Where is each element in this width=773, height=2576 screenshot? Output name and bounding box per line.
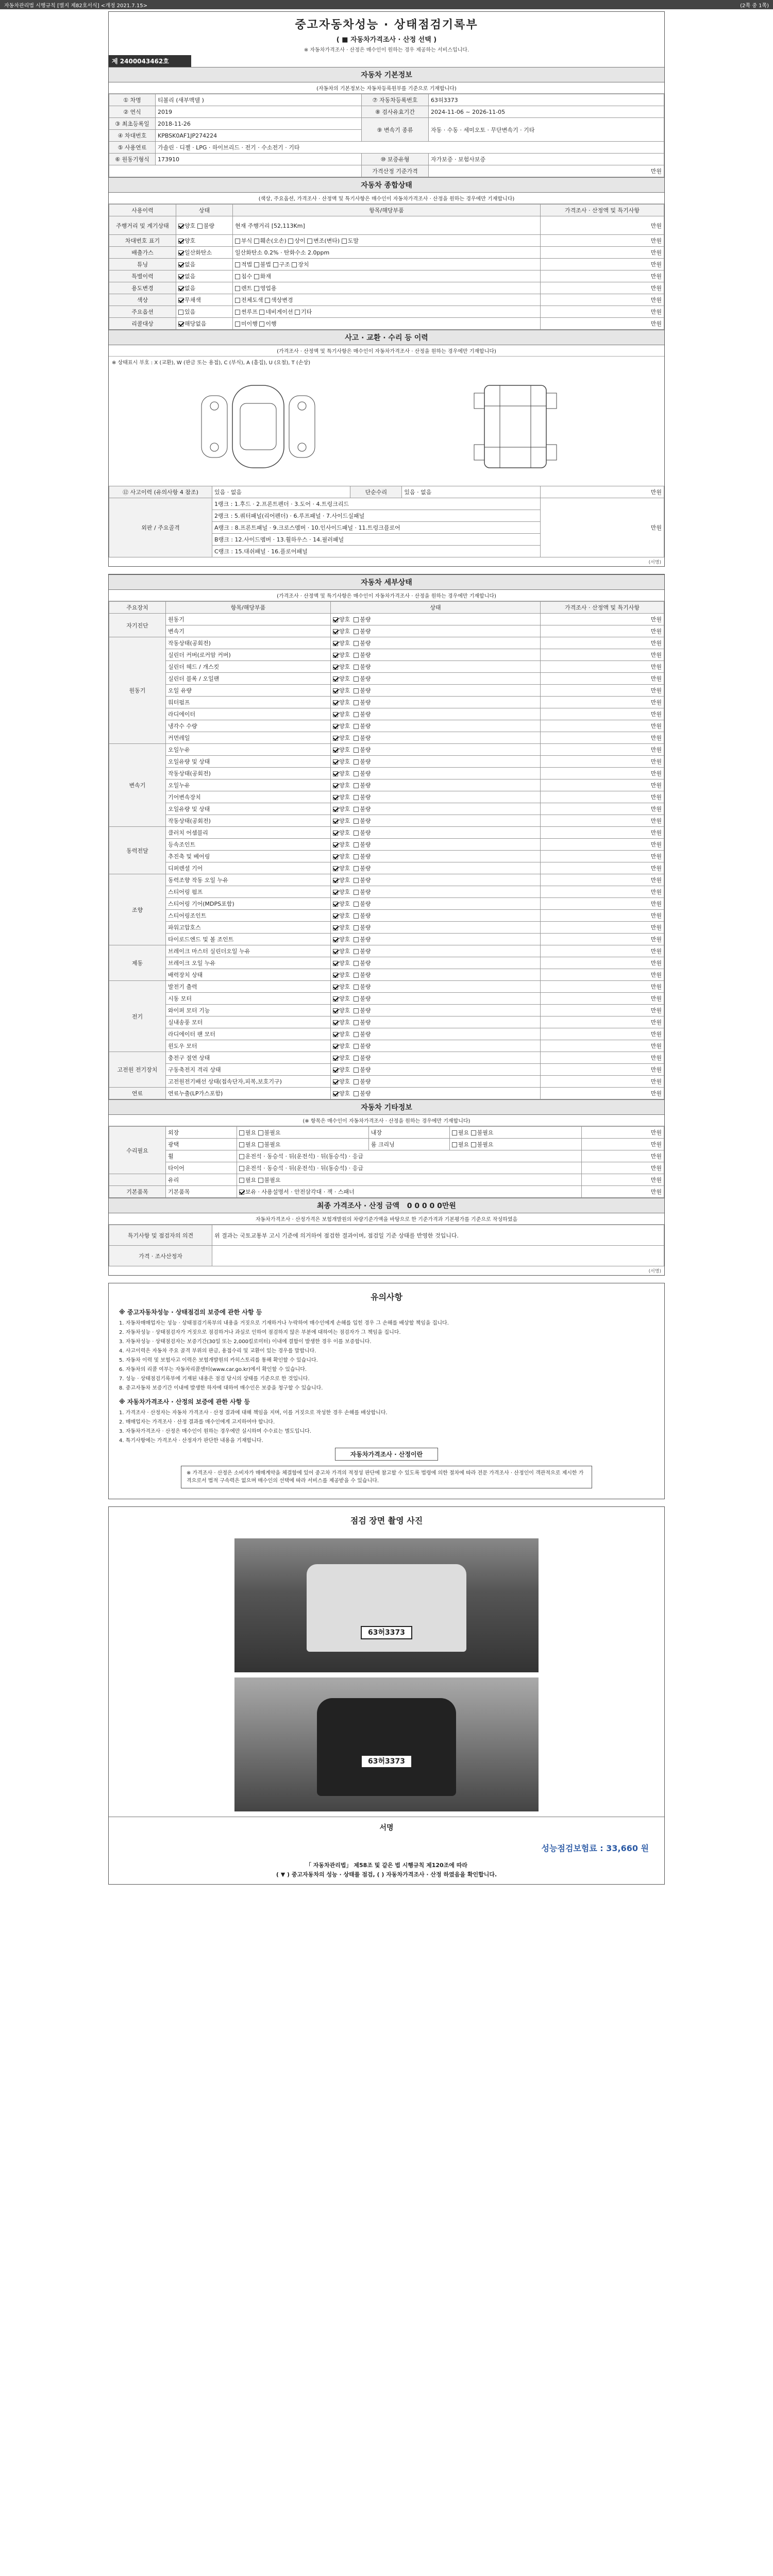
table-row: 실린더 블록 / 오일팬 양호 불량 만원: [109, 673, 664, 685]
table-row: 윈도우 모터 양호 불량 만원: [109, 1040, 664, 1052]
checkbox-icon[interactable]: [239, 1142, 244, 1147]
checkbox-icon[interactable]: [354, 653, 359, 658]
mileage-value: 현재 주행거리 [52,113Km]: [233, 216, 541, 235]
checkbox-icon[interactable]: [333, 866, 338, 871]
checkbox-icon[interactable]: [333, 890, 338, 895]
checkbox-icon[interactable]: [471, 1130, 476, 1136]
checkbox-icon[interactable]: [333, 937, 338, 942]
checkbox-icon[interactable]: [254, 286, 259, 291]
table-row: 제동 브레이크 마스터 실린더오일 누유 양호 불량 만원: [109, 945, 664, 957]
table-row: ④ 차대번호 KPBSK0AF1JP274224: [109, 130, 664, 142]
table-row: 작동상태(공회전) 양호 불량 만원: [109, 768, 664, 779]
checkbox-icon[interactable]: [254, 262, 259, 267]
sheet-page-2: 자동차 세부상태 (가격조사 · 산정액 및 특기사항은 매수인이 자동차가격조사 · 산정을 원하는 경우에만 기재합니다) 주요장치 항목/해당부품 상태 가격조사 · 산정액 및 특기사항 자기진단 원동기 양호 불량 만원 변속기 양호 불량 만원 원동기 작동상태(공회전) 양호 불량 만원 실린더 커버(로커암 커버) 양호 불량 만원 실린더 헤드 / 개스킷 양호 불량 만원 실린더 블록 / 오일팬 양호 불량 만원 오일 유량 양호 불량 만원 워터펌프 양호 불량 만원 라디에이터 양호 불량 만원 냉각수 수량 양호 불량 만원 커먼레일 양호 불량 만원 변속기 오일누유 양호 불량 만원 오일유량 및 상태 양호 불량 만원 작동상태(공회전) 양호 불량 만원 오일누유 양호 불량 만원 기어변속장치 양호 불량 만원 오일유량 및 상태 양호 불량 만원 작동상태(공회전) 양호 불량 만원 동력전달 클러치 어셈블리 양호 불량 만원 등속조인트 양호 불량 만원 추진축 및 베어링 양호 불량 만원 디퍼렌셜 기어 양호 불량 만원 조향 동력조향 작동 오일 누유 양호 불량 만원 스티어링 펌프 양호 불량 만원 스티어링 기어(MDPS포함) 양호 불량 만원 스티어링조인트 양호 불량 만원 파워고압호스 양호 불량 만원 타이로드엔드 및 볼 조인트 양호 불량 만원 제동 브레이크 마스터 실린더오일 누유 양호 불량 만원 브레이크 오일 누유 양호 불량 만원 배력장치 상태 양호 불량 만원 전기 발전기 출력 양호 불량 만원 시동 모터 양호 불량 만원 와이퍼 모터 기능 양호 불량 만원 실내송풍 모터 양호 불량 만원 라디에이터 팬 모터 양호 불량 만원 윈도우 모터 양호 불량 만원 고전원 전기장치 충전구 절연 상태 양호 불량 만원 구동축전지 격리 상태 양호 불량 만원 고전원전기배선 상태(접속단자,피복,보호기구) 양호 불량 만원 연료 연료누출(LP가스포함) 양호 불량 만원 자동차 기타정보 (※ 항목은 매수인이 자동차가격조사 · 산정을 원하는 경우에만 기재합니다) 수리필요 외장 필요 불필요 내장 필요 불필요 만원 광택 필요 불필요 룸 크리닝 필요 불필요 만원 휠 운전석 · 동승석 · 뒤(운전석) · 뒤(동승석) · 응급 만원 타이어 운전석 · 동승석 · 뒤(운전석) · 뒤(동승석) · 응급 만원 유리 필요 불필요 만원 기본품목 기본품목 보유 · 사용설명서 · 안전삼각대 · 잭 · 스패너 만원 최종 가격조사 · 산정 금액 0 0 0 0 0만원 자동차가격조사 · 산정가격은 보험개발원의 차량기준가액을 바탕으로 한 기준가격과 기본평가를 기준으로 작성하였음 특기사항 및 점검자의 의견 위 결과는 국토교통부 고시 기준에 의거하여 점검한 결과이며, 점검일 기준 상태를 반영한 것입니다. 가격 · 조사산정자 (서명): [108, 574, 665, 1276]
table-row: 리콜대상 해당없음 미이행 이행 만원: [109, 318, 664, 330]
notice-heading-2: ※ 자동차가격조사 · 산정의 보증에 관한 사항 등: [119, 1398, 250, 1405]
table-row: 고전원전기배선 상태(접속단자,피복,보호기구) 양호 불량 만원: [109, 1076, 664, 1088]
table-row: 라디에이터 양호 불량 만원: [109, 708, 664, 720]
checkbox-icon[interactable]: [178, 262, 183, 267]
checkbox-icon[interactable]: [333, 641, 338, 646]
checkbox-icon[interactable]: [354, 878, 359, 883]
checkbox-icon[interactable]: [354, 1008, 359, 1013]
car-exterior-diagram: [191, 375, 325, 478]
checkbox-icon[interactable]: [333, 819, 338, 824]
checkbox-icon[interactable]: [354, 842, 359, 848]
checkbox-icon[interactable]: [235, 239, 240, 244]
opinion-text: 위 결과는 국토교통부 고시 기준에 의거하여 점검한 결과이며, 점검일 기준 상태를 반영한 것입니다.: [212, 1225, 664, 1246]
table-row: 브레이크 오일 누유 양호 불량 만원: [109, 957, 664, 969]
checkbox-icon[interactable]: [333, 712, 338, 717]
table-row: 변속기 양호 불량 만원: [109, 625, 664, 637]
table-row: 구동축전지 격리 상태 양호 불량 만원: [109, 1064, 664, 1076]
checkbox-icon[interactable]: [333, 1044, 338, 1049]
checkbox-icon[interactable]: [333, 913, 338, 919]
checkbox-icon[interactable]: [354, 1020, 359, 1025]
table-row: ⑤ 사용연료 가솔린 · 디젤 · LPG · 하이브리드 · 전기 · 수소전기 · 기타: [109, 142, 664, 154]
other-info-table: [109, 1126, 664, 1198]
table-row: ② 연식 2019 ⑧ 검사유효기간 2024-11-06 ~ 2026-11-05: [109, 106, 664, 118]
checkbox-icon[interactable]: [197, 224, 203, 229]
checkbox-icon[interactable]: [354, 617, 359, 622]
checkbox-icon[interactable]: [333, 665, 338, 670]
checkbox-icon[interactable]: [333, 878, 338, 883]
checkbox-icon[interactable]: [333, 996, 338, 1002]
checkbox-icon[interactable]: [333, 1067, 338, 1073]
checkbox-icon[interactable]: [333, 949, 338, 954]
table-row: 자기진단 원동기 양호 불량 만원: [109, 614, 664, 625]
checkbox-icon[interactable]: [259, 310, 264, 315]
detail-note: (가격조사 · 산정액 및 특기사항은 매수인이 자동차가격조사 · 산정을 원하는 경우에만 기재합니다): [109, 590, 664, 601]
checkbox-icon[interactable]: [178, 286, 183, 291]
checkbox-icon[interactable]: [333, 771, 338, 776]
checkbox-icon[interactable]: [258, 1178, 263, 1183]
table-row: 오일 유량 양호 불량 만원: [109, 685, 664, 697]
checkbox-icon[interactable]: [354, 736, 359, 741]
checkbox-icon[interactable]: [178, 274, 183, 279]
photo-title: 점검 장면 촬영 사진: [350, 1516, 423, 1526]
checkbox-icon[interactable]: [235, 262, 240, 267]
checkbox-icon[interactable]: [333, 925, 338, 930]
checkbox-icon[interactable]: [333, 1020, 338, 1025]
table-row: 라디에이터 팬 모터 양호 불량 만원: [109, 1028, 664, 1040]
checkbox-icon[interactable]: [239, 1166, 244, 1171]
checkbox-icon[interactable]: [239, 1130, 244, 1136]
checkbox-icon[interactable]: [235, 310, 240, 315]
footer-statement: 「 자동차관리법」 제58조 및 같은 법 시행규칙 제120조에 따라 ( ▼ ) 중고자동차의 성능 · 상태를 점검, ( ) 자동차가격조사 · 산정 하였음을 확인합니다.: [276, 1862, 497, 1878]
table-row: 추진축 및 베어링 양호 불량 만원: [109, 851, 664, 862]
checkbox-icon[interactable]: [178, 224, 183, 229]
document-title: 중고자동차성능 · 상태점검기록부: [295, 19, 478, 31]
checkbox-icon[interactable]: [354, 1067, 359, 1073]
checkbox-icon[interactable]: [354, 759, 359, 765]
checkbox-icon[interactable]: [178, 310, 183, 315]
table-row: 작동상태(공회전) 양호 불량 만원: [109, 815, 664, 827]
sheet-page-1: 중고자동차성능 · 상태점검기록부 ( ■ 자동차가격조사 · 산정 선택 ) ※ 자동차가격조사 · 산정은 매수인이 원하는 경우 제공하는 서비스입니다. 제 2400043462호 자동차 기본정보 (자동차의 기본정보는 자동차등록원부를 기준으로 기재합니다) ① 차명 티볼리 (새부맥델 ) ⑦ 자동차등록번호 63허3373 ② 연식 2019 ⑧ 검사유효기간 2024-11-06 ~ 2026-11-05 ③ 최초등록일 2018-11-26 ⑨ 변속기 종류 자동 · 수동 · 세미오토 · 무단변속기 · 기타 ④ 차대번호 KPBSK0AF1JP274224 ⑤ 사용연료 가솔린 · 디젤 · LPG · 하이브리드 · 전기 · 수소전기 · 기타 ⑥ 원동기형식 173910 ⑩ 보증유형 자가보증 · 보험사보증 가격산정 기준가격 만원 자동차 종합상태 (색상, 주요옵션, 가격조사 · 산정액 및 특기사항은 매수인이 자동차가격조사 · 산정을 원하는 경우에만 기재합니다) 사용이력 상태 항목/해당부품 가격조사 · 산정액 및 특기사항 주행거리 및 계기상태 양호 불량 현재 주행거리 [52,113Km] 만원 차대번호 표기 양호 부식 훼손(오손) 상이 변조(변타) 도말 만원 배출가스 일산화탄소 일산화탄소 0.2% · 탄화수소 2.0ppm 만원 튜닝 없음 적법 불법 구조 장치 만원 특별이력 없음 침수 화재 만원 용도변경 없음 렌트 영업용 만원 색상 무채색 전체도색 색상변경 만원 주요옵션 있음 썬루프 네비게이션 기타 만원 리콜대상 해당없음 미이행 이행 만원 사고 · 교환 · 수리 등 이력 (가격조사 · 산정액 및 특기사항은 매수인이 자동차가격조사 · 산정을 원하는 경우에만 기재합니다) ※ 상태표시 부호 : X (교환), W (판금 또는 용접), C (부식), A (흠집), U (요철), T (손상) ⑫ 사고이력 (유의사항 4 참조) 있음 · 없음 단순수리 있음 · 없음 만원 외판 / 주요골격 1랭크 : 1.후드 · 2.프론트펜더 · 3.도어 · 4.트렁크리드 만원 2랭크 : 5.쿼터패널(리어펜더) · 6.루프패널 · 7.사이드실패널 A랭크 : 8.프론트패널 · 9.크로스멤버 · 10.인사이드패널 · 11.트렁크플로어 B랭크 : 12.사이드멤버 · 13.휠하우스 · 14.필러패널 C랭크 : 15.대쉬패널 · 16.플로어패널 (서명): [108, 11, 665, 567]
notice-heading-1: ※ 중고자동차성능 · 상태점검의 보증에 관한 사항 등: [119, 1309, 262, 1316]
table-row: 스티어링 기어(MDPS포함) 양호 불량 만원: [109, 898, 664, 910]
checkbox-icon[interactable]: [178, 239, 183, 244]
final-price-value: 0 0 0 0 0만원: [407, 1202, 456, 1210]
table-row: C랭크 : 15.대쉬패널 · 16.플로어패널: [109, 546, 664, 557]
checkbox-icon[interactable]: [333, 724, 338, 729]
table-row: 주행거리 및 계기상태 양호 불량 현재 주행거리 [52,113Km] 만원: [109, 216, 664, 235]
notice-title: 유의사항: [371, 1292, 402, 1302]
checkbox-icon[interactable]: [333, 736, 338, 741]
table-row: 기본품목 기본품목 보유 · 사용설명서 · 안전삼각대 · 잭 · 스패너 만원: [109, 1186, 664, 1198]
final-price-note: 자동차가격조사 · 산정가격은 보험개발원의 차량기준가액을 바탕으로 한 기준가격과 기본평가를 기준으로 작성하였음: [109, 1213, 664, 1225]
checkbox-icon[interactable]: [333, 831, 338, 836]
overall-state-title: 자동차 종합상태: [109, 177, 664, 193]
checkbox-icon[interactable]: [239, 1178, 244, 1183]
checkbox-icon[interactable]: [333, 1079, 338, 1084]
table-row: 휠 운전석 · 동승석 · 뒤(운전석) · 뒤(동승석) · 응급 만원: [109, 1150, 664, 1162]
document-note: ※ 자동차가격조사 · 산정은 매수인이 원하는 경우 제공하는 서비스입니다.: [304, 47, 469, 53]
table-row: 동력전달 클러치 어셈블리 양호 불량 만원: [109, 827, 664, 839]
checkbox-icon[interactable]: [333, 985, 338, 990]
info-box-title: 자동차가격조사 · 산정이란: [335, 1448, 438, 1461]
table-row: 특기사항 및 점검자의 의견 위 결과는 국토교통부 고시 기준에 의거하여 점검한 결과이며, 점검일 기준 상태를 반영한 것입니다.: [109, 1225, 664, 1246]
checkbox-icon[interactable]: [354, 1032, 359, 1037]
table-row: 타이어 운전석 · 동승석 · 뒤(운전석) · 뒤(동승석) · 응급 만원: [109, 1162, 664, 1174]
license-plate: 63허3373: [361, 1626, 412, 1639]
table-row: 용도변경 없음 렌트 영업용 만원: [109, 282, 664, 294]
checkbox-icon[interactable]: [235, 298, 240, 303]
checkbox-icon[interactable]: [265, 298, 270, 303]
document-number: 제 2400043462호: [109, 55, 191, 67]
table-row: 연료 연료누출(LP가스포함) 양호 불량 만원: [109, 1088, 664, 1099]
table-row: 시동 모터 양호 불량 만원: [109, 993, 664, 1005]
table-row: 실린더 커버(로커암 커버) 양호 불량 만원: [109, 649, 664, 661]
notice-section: 유의사항 ※ 중고자동차성능 · 상태점검의 보증에 관한 사항 등 1. 자동차매매업자는 성능 · 상태점검기록부의 내용을 거짓으로 기재하거나 누락하여 매수인에게 손해를 입힌 경우 그 손해를 배상할 책임을 집니다. 2. 자동차성능 · 상태점검자가 거짓으로 점검하거나 과실로 인하여 점검하지 않은 부분에 대하여는 점검자가 그 책임을 집니다. 3. 자동차성능 · 상태점검자는 보증기간(30일 또는 2,000킬로미터) 이내에 결함이 발생한 경우 이를 보증합니다. 4. 사고이력은 자동차 주요 골격 부위의 판금, 용접수리 및 교환이 있는 경우를 말합니다. 5. 자동차 이력 및 보험사고 이력은 보험개발원의 카히스토리를 통해 확인할 수 있습니다. 6. 자동차의 리콜 여부는 자동차리콜센터(www.car.go.kr)에서 확인할 수 있습니다. 7. 성능 · 상태점검기록부에 기재된 내용은 점검 당시의 상태를 기준으로 한 것입니다. 8. 중고자동차 보증기간 이내에 발생한 하자에 대하여 매수인은 보증을 청구할 수 있습니다. ※ 자동차가격조사 · 산정의 보증에 관한 사항 등 1. 가격조사 · 산정자는 자동차 가격조사 · 산정 결과에 대해 책임을 지며, 이를 거짓으로 작성한 경우 손해를 배상합니다. 2. 매매업자는 가격조사 · 산정 결과를 매수인에게 고지하여야 합니다. 3. 자동차가격조사 · 산정은 매수인이 원하는 경우에만 실시하며 수수료는 별도입니다. 4. 특기사항에는 가격조사 · 산정자가 판단한 내용을 기재합니다. 자동차가격조사 · 산정이란 ※ 가격조사 · 산정은 소비자가 매매계약을 체결함에 있어 중고차 가격의 적정성 판단에 참고할 수 있도록 법령에 의한 절차에 따라 전문 가격조사 · 산정인이 객관적으로 제시한 가격으로서 법적 구속력은 없으며 매수인의 선택에 따라 서비스를 제공받을 수 있습니다.: [108, 1283, 665, 1499]
checkbox-icon[interactable]: [354, 866, 359, 871]
checkbox-icon[interactable]: [307, 239, 312, 244]
table-row: 유리 필요 불필요 만원: [109, 1174, 664, 1186]
table-row: 워터펌프 양호 불량 만원: [109, 697, 664, 708]
checkbox-icon[interactable]: [239, 1190, 244, 1195]
table-row: 오일누유 양호 불량 만원: [109, 779, 664, 791]
checkbox-icon[interactable]: [354, 795, 359, 800]
checkbox-icon[interactable]: [354, 819, 359, 824]
photo-section: [108, 1506, 665, 1885]
checkbox-icon[interactable]: [258, 1142, 263, 1147]
checkbox-icon[interactable]: [354, 1056, 359, 1061]
checkbox-icon[interactable]: [235, 321, 240, 327]
license-plate: 63허3373: [361, 1755, 412, 1768]
checkbox-icon[interactable]: [452, 1142, 457, 1147]
checkbox-icon[interactable]: [354, 700, 359, 705]
table-row: 튜닝 없음 적법 불법 구조 장치 만원: [109, 259, 664, 270]
table-row: 차대번호 표기 양호 부식 훼손(오손) 상이 변조(변타) 도말 만원: [109, 235, 664, 247]
accident-title: 사고 · 교환 · 수리 등 이력: [109, 330, 664, 345]
checkbox-icon[interactable]: [178, 298, 183, 303]
insurance-fee: 성능점검보험료 : 33,660 원: [541, 1843, 649, 1853]
checkbox-icon[interactable]: [354, 629, 359, 634]
checkbox-icon[interactable]: [354, 665, 359, 670]
document-subtitle: ( ■ 자동차가격조사 · 산정 선택 ): [336, 36, 437, 44]
table-row: 실내송풍 모터 양호 불량 만원: [109, 1016, 664, 1028]
checkbox-icon[interactable]: [333, 807, 338, 812]
accident-legend: ※ 상태표시 부호 : X (교환), W (판금 또는 용접), C (부식), A (흠집), U (요철), T (손상): [112, 360, 311, 366]
car-shape: [317, 1698, 456, 1796]
overall-state-note: (색상, 주요옵션, 가격조사 · 산정액 및 특기사항은 매수인이 자동차가격조사 · 산정을 원하는 경우에만 기재합니다): [109, 193, 664, 204]
checkbox-icon[interactable]: [333, 759, 338, 765]
other-info-note: (※ 항목은 매수인이 자동차가격조사 · 산정을 원하는 경우에만 기재합니다): [109, 1115, 664, 1126]
checkbox-icon[interactable]: [254, 274, 259, 279]
emission-value: 일산화탄소 0.2% · 탄화수소 2.0ppm: [233, 247, 541, 259]
table-row: ① 차명 티볼리 (새부맥델 ) ⑦ 자동차등록번호 63허3373: [109, 94, 664, 106]
table-row: A랭크 : 8.프론트패널 · 9.크로스멤버 · 10.인사이드패널 · 11.트렁크플로어: [109, 522, 664, 534]
checkbox-icon[interactable]: [333, 961, 338, 966]
checkbox-icon[interactable]: [354, 807, 359, 812]
accident-table: [109, 486, 664, 557]
checkbox-icon[interactable]: [333, 748, 338, 753]
table-row: 가격산정 기준가격 만원: [109, 165, 664, 177]
top-bar: [0, 0, 773, 9]
table-row: 디퍼렌셜 기어 양호 불량 만원: [109, 862, 664, 874]
table-row: 전기 발전기 출력 양호 불량 만원: [109, 981, 664, 993]
checkbox-icon[interactable]: [354, 937, 359, 942]
detail-title: 자동차 세부상태: [109, 574, 664, 590]
accident-note: (가격조사 · 산정액 및 특기사항은 매수인이 자동차가격조사 · 산정을 원하는 경우에만 기재합니다): [109, 345, 664, 357]
checkbox-icon[interactable]: [333, 1008, 338, 1013]
checkbox-icon[interactable]: [333, 676, 338, 682]
page-count: (2쪽 중 1쪽): [740, 3, 769, 9]
checkbox-icon[interactable]: [354, 925, 359, 930]
checkbox-icon[interactable]: [333, 688, 338, 693]
table-row: 배력장치 상태 양호 불량 만원: [109, 969, 664, 981]
checkbox-icon[interactable]: [354, 913, 359, 919]
detail-table: 주요장치 항목/해당부품 상태 가격조사 · 산정액 및 특기사항 자기진단 원동기 양호 불량 만원 변속기 양호 불량 만원 원동기 작동상태(공회전) 양호 불량 만원 실린더 커버(로커암 커버) 양호 불량 만원 실린더 헤드 / 개스킷 양호 불량 만원 실린더 블록 / 오일팬 양호 불량 만원 오일 유량 양호 불량 만원 워터펌프 양호 불량 만원 라디에이터 양호 불량 만원 냉각수 수량 양호 불량 만원 커먼레일 양호 불량 만원 변속기 오일누유 양호 불량 만원 오일유량 및 상태 양호 불량 만원 작동상태(공회전) 양호 불량 만원 오일누유 양호 불량 만원 기어변속장치 양호 불량 만원 오일유량 및 상태 양호 불량 만원 작동상태(공회전) 양호 불량 만원 동력전달 클러치 어셈블리 양호 불량 만원 등속조인트 양호 불량 만원 추진축 및 베어링 양호 불량 만원 디퍼렌셜 기어 양호 불량 만원 조향 동력조향 작동 오일 누유 양호 불량 만원 스티어링 펌프 양호 불량 만원 스티어링 기어(MDPS포함) 양호 불량 만원 스티어링조인트 양호 불량 만원 파워고압호스 양호 불량 만원 타이로드엔드 및 볼 조인트 양호 불량 만원 제동 브레이크 마스터 실린더오일 누유 양호 불량 만원 브레이크 오일 누유 양호 불량 만원 배력장치 상태 양호 불량 만원 전기 발전기 출력 양호 불량 만원 시동 모터 양호 불량 만원 와이퍼 모터 기능 양호 불량 만원 실내송풍 모터 양호 불량 만원 라디에이터 팬 모터 양호 불량 만원 윈도우 모터 양호 불량 만원 고전원 전기장치 충전구 절연 상태 양호 불량 만원 구동축전지 격리 상태 양호 불량 만원 고전원전기배선 상태(접속단자,피복,보호기구) 양호 불량 만원 연료 연료누출(LP가스포함) 양호 불량 만원: [109, 601, 664, 1099]
checkbox-icon[interactable]: [288, 239, 293, 244]
table-row: 고전원 전기장치 충전구 절연 상태 양호 불량 만원: [109, 1052, 664, 1064]
inspection-photo-front: [234, 1538, 539, 1672]
checkbox-icon[interactable]: [354, 890, 359, 895]
table-row: 냉각수 수량 양호 불량 만원: [109, 720, 664, 732]
table-row: 원동기 작동상태(공회전) 양호 불량 만원: [109, 637, 664, 649]
checkbox-icon[interactable]: [354, 724, 359, 729]
checkbox-icon[interactable]: [258, 1130, 263, 1136]
checkbox-icon[interactable]: [333, 617, 338, 622]
checkbox-icon[interactable]: [354, 973, 359, 978]
checkbox-icon[interactable]: [354, 676, 359, 682]
table-row: 스티어링조인트 양호 불량 만원: [109, 910, 664, 922]
checkbox-icon[interactable]: [354, 771, 359, 776]
checkbox-icon[interactable]: [333, 1056, 338, 1061]
checkbox-icon[interactable]: [333, 1032, 338, 1037]
checkbox-icon[interactable]: [333, 842, 338, 848]
table-row: 배출가스 일산화탄소 일산화탄소 0.2% · 탄화수소 2.0ppm 만원: [109, 247, 664, 259]
checkbox-icon[interactable]: [295, 310, 300, 315]
checkbox-icon[interactable]: [452, 1130, 457, 1136]
table-row: 등속조인트 양호 불량 만원: [109, 839, 664, 851]
table-row: 외판 / 주요골격 1랭크 : 1.후드 · 2.프론트펜더 · 3.도어 · 4.트렁크리드 만원: [109, 498, 664, 510]
checkbox-icon[interactable]: [273, 262, 278, 267]
checkbox-icon[interactable]: [354, 1079, 359, 1084]
checkbox-icon[interactable]: [354, 712, 359, 717]
table-row: 오일유량 및 상태 양호 불량 만원: [109, 756, 664, 768]
table-row: 타이로드엔드 및 볼 조인트 양호 불량 만원: [109, 934, 664, 945]
checkbox-icon[interactable]: [354, 748, 359, 753]
checkbox-icon[interactable]: [354, 854, 359, 859]
checkbox-icon[interactable]: [354, 902, 359, 907]
table-row: 실린더 헤드 / 개스킷 양호 불량 만원: [109, 661, 664, 673]
opinion-table: [109, 1225, 664, 1266]
checkbox-icon[interactable]: [333, 653, 338, 658]
table-row: ⑥ 원동기형식 173910 ⑩ 보증유형 자가보증 · 보험사보증: [109, 154, 664, 165]
checkbox-icon[interactable]: [235, 274, 240, 279]
checkbox-icon[interactable]: [333, 973, 338, 978]
checkbox-icon[interactable]: [333, 854, 338, 859]
table-row: 기어변속장치 양호 불량 만원: [109, 791, 664, 803]
checkbox-icon[interactable]: [333, 902, 338, 907]
table-row: 특별이력 없음 침수 화재 만원: [109, 270, 664, 282]
signature-title: 서명: [109, 1817, 664, 1838]
table-row: B랭크 : 12.사이드멤버 · 13.휠하우스 · 14.필러패널: [109, 534, 664, 546]
document-header: [109, 12, 664, 55]
table-row: ③ 최초등록일 2018-11-26 ⑨ 변속기 종류 자동 · 수동 · 세미오토 · 무단변속기 · 기타: [109, 118, 664, 130]
checkbox-icon[interactable]: [333, 700, 338, 705]
car-frame-diagram: [448, 375, 582, 478]
checkbox-icon[interactable]: [333, 783, 338, 788]
basic-info-note: (자동차의 기본정보는 자동차등록원부를 기준으로 기재합니다): [109, 82, 664, 94]
table-row: 주요옵션 있음 썬루프 네비게이션 기타 만원: [109, 306, 664, 318]
table-row: 오일유량 및 상태 양호 불량 만원: [109, 803, 664, 815]
table-row: 스티어링 펌프 양호 불량 만원: [109, 886, 664, 898]
table-row: 광택 필요 불필요 룸 크리닝 필요 불필요 만원: [109, 1139, 664, 1150]
checkbox-icon[interactable]: [333, 1091, 338, 1096]
checkbox-icon[interactable]: [354, 1044, 359, 1049]
table-row: 색상 무채색 전체도색 색상변경 만원: [109, 294, 664, 306]
table-row: ⑫ 사고이력 (유의사항 4 참조) 있음 · 없음 단순수리 있음 · 없음 만원: [109, 486, 664, 498]
checkbox-icon[interactable]: [354, 961, 359, 966]
checkbox-icon[interactable]: [354, 1091, 359, 1096]
car-diagram: [109, 367, 664, 486]
overall-state-table: 사용이력 상태 항목/해당부품 가격조사 · 산정액 및 특기사항 주행거리 및 계기상태 양호 불량 현재 주행거리 [52,113Km] 만원 차대번호 표기 양호 부식 훼손(오손) 상이 변조(변타) 도말 만원 배출가스 일산화탄소 일산화탄소 0.2% · 탄화수소 2.0ppm 만원 튜닝 없음 적법 불법 구조 장치 만원 특별이력 없음 침수 화재 만원 용도변경 없음 렌트 영업용 만원 색상 무채색 전체도색 색상변경 만원 주요옵션 있음 썬루프 네비게이션 기타 만원 리콜대상 해당없음 미이행 이행 만원: [109, 204, 664, 330]
info-box: ※ 가격조사 · 산정은 소비자가 매매계약을 체결함에 있어 중고차 가격의 적정성 판단에 참고할 수 있도록 법령에 의한 절차에 따라 전문 가격조사 · 산정인이 객관적으로 제시한 가격으로서 법적 구속력은 없으며 매수인의 선택에 따라 서비스를 제공받을 수 있습니다.: [181, 1466, 592, 1488]
checkbox-icon[interactable]: [235, 286, 240, 291]
checkbox-icon[interactable]: [178, 250, 183, 256]
checkbox-icon[interactable]: [354, 949, 359, 954]
table-row: 수리필요 외장 필요 불필요 내장 필요 불필요 만원: [109, 1127, 664, 1139]
form-ref: 자동차관리법 시행규칙 [별지 제82호서식] <개정 2021.7.15>: [4, 3, 147, 9]
basic-info-title: 자동차 기본정보: [109, 67, 664, 82]
table-row: 조향 동력조향 작동 오일 누유 양호 불량 만원: [109, 874, 664, 886]
checkbox-icon[interactable]: [354, 688, 359, 693]
checkbox-icon[interactable]: [254, 239, 259, 244]
checkbox-icon[interactable]: [471, 1142, 476, 1147]
checkbox-icon[interactable]: [292, 262, 297, 267]
table-row: 파워고압호스 양호 불량 만원: [109, 922, 664, 934]
final-price-title: 최종 가격조사 · 산정 금액 0 0 0 0 0만원: [109, 1198, 664, 1213]
checkbox-icon[interactable]: [354, 996, 359, 1002]
table-row: 와이퍼 모터 기능 양호 불량 만원: [109, 1005, 664, 1016]
table-row: 2랭크 : 5.쿼터패널(리어펜더) · 6.루프패널 · 7.사이드실패널: [109, 510, 664, 522]
checkbox-icon[interactable]: [333, 795, 338, 800]
checkbox-icon[interactable]: [178, 321, 183, 327]
inspection-photo-rear: [234, 1677, 539, 1811]
other-info-title: 자동차 기타정보: [109, 1099, 664, 1115]
table-row: 가격 · 조사산정자: [109, 1246, 664, 1266]
table-row: 변속기 오일누유 양호 불량 만원: [109, 744, 664, 756]
checkbox-icon[interactable]: [342, 239, 347, 244]
checkbox-icon[interactable]: [354, 831, 359, 836]
checkbox-icon[interactable]: [354, 641, 359, 646]
checkbox-icon[interactable]: [354, 985, 359, 990]
checkbox-icon[interactable]: [354, 783, 359, 788]
checkbox-icon[interactable]: [259, 321, 264, 327]
checkbox-icon[interactable]: [333, 629, 338, 634]
table-row: 커먼레일 양호 불량 만원: [109, 732, 664, 744]
basic-info-table: [109, 94, 664, 177]
checkbox-icon[interactable]: [239, 1154, 244, 1159]
